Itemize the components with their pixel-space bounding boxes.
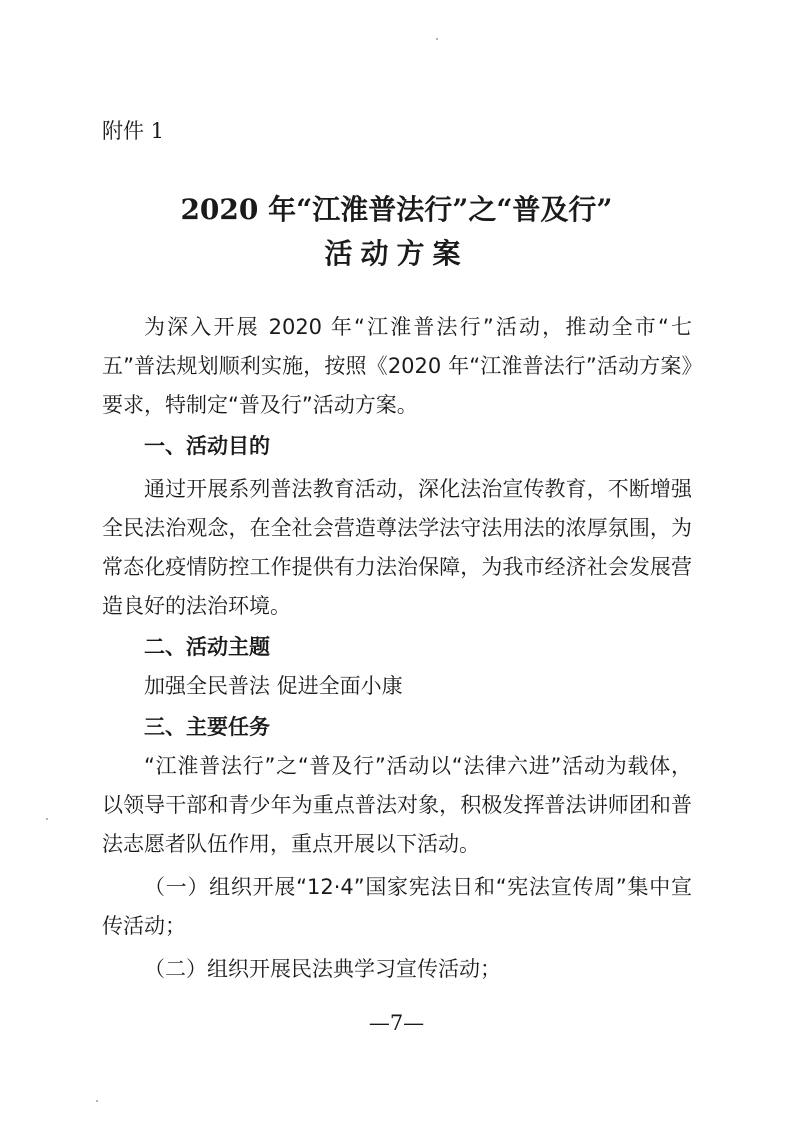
- section-heading-purpose: 一、活动目的: [144, 434, 270, 458]
- task-item-1: （一）组织开展“12·4”国家宪法日和“宪法宣传周”集中宣传活动；: [102, 875, 692, 938]
- document-title-line-1: 2020 年“江淮普法行”之“普及行”: [180, 193, 613, 226]
- scan-speck: [436, 38, 438, 40]
- document-title-line-2: 活动方案: [324, 237, 469, 270]
- tasks-paragraph: “江淮普法行”之“普及行”活动以“法律六进”活动为载体，以领导干部和青少年为重点普法对象，积极发挥普法讲师团和普法志愿者队伍作用，重点开展以下活动。: [102, 754, 692, 856]
- document-body: [102, 308, 692, 989]
- section-heading-theme: 二、活动主题: [144, 635, 270, 659]
- intro-paragraph: 为深入开展 2020 年“江淮普法行”活动，推动全市“七五”普法规划顺利实施，按照《2020 年“江淮普法行”活动方案》要求，特制定“普及行”活动方案。: [102, 315, 692, 417]
- purpose-paragraph: 通过开展系列普法教育活动，深化法治宣传教育，不断增强全民法治观念，在全社会营造尊法学法守法用法的浓厚氛围，为常态化疫情防控工作提供有力法治保障，为我市经济社会发展营造良好的法治环境。: [102, 477, 692, 618]
- scan-speck: [46, 818, 48, 820]
- section-heading-tasks: 三、主要任务: [144, 715, 270, 739]
- scan-speck: [96, 1100, 98, 1102]
- page-number: —7—: [368, 1011, 425, 1035]
- task-item-2: （二）组织开展民法典学习宣传活动；: [144, 957, 501, 981]
- attachment-label: 附件 1: [102, 119, 165, 143]
- theme-paragraph: 加强全民普法 促进全面小康: [144, 674, 403, 698]
